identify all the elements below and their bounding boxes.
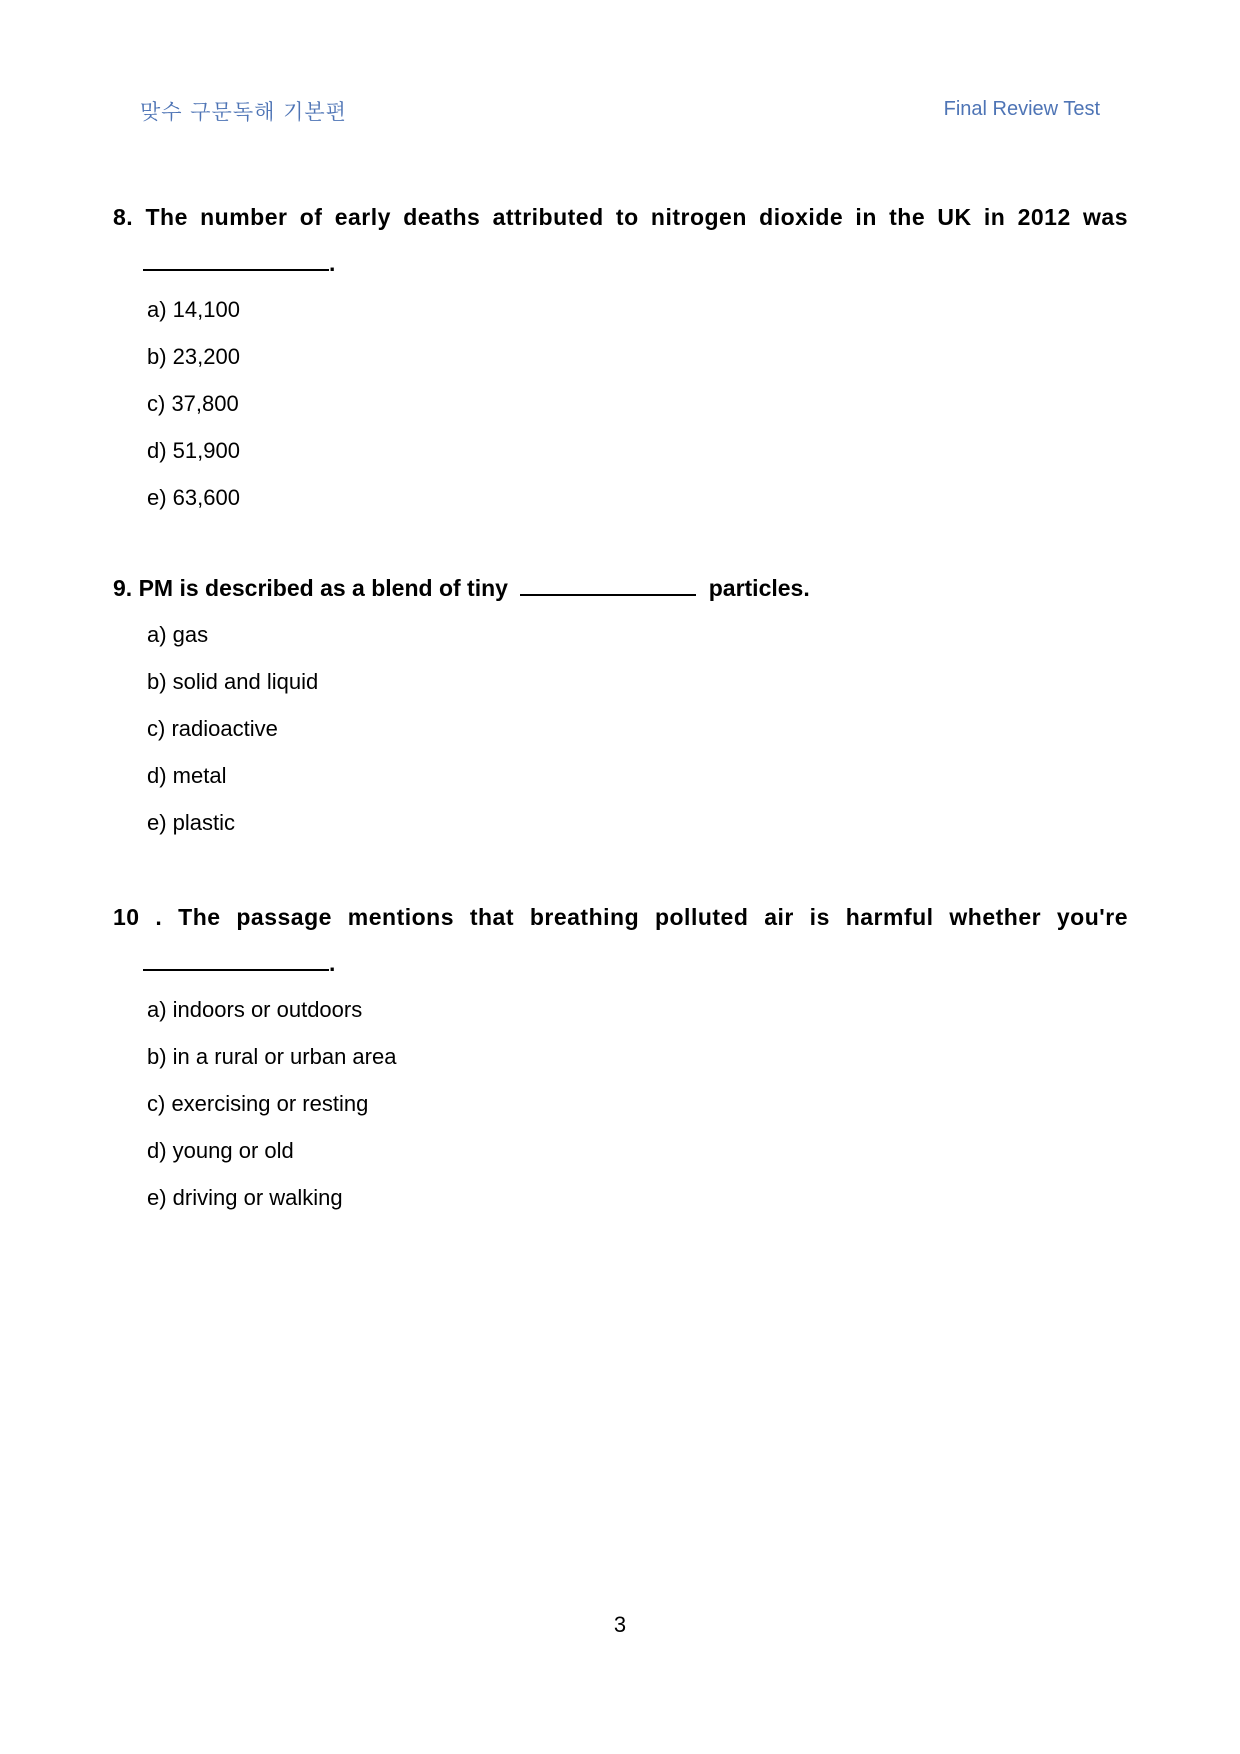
header-book-title: 맞수 구문독해 기본편 [140, 100, 347, 124]
option-c: c) exercising or resting [147, 1091, 369, 1116]
question-8-number: 8. [113, 204, 134, 230]
option-b: b) in a rural or urban area [147, 1044, 397, 1069]
answer-blank [520, 570, 696, 596]
option-a: a) indoors or outdoors [147, 997, 363, 1022]
option-d: d) young or old [147, 1138, 294, 1163]
option-a: a) gas [147, 622, 209, 647]
question-10-options [113, 986, 1128, 1221]
option-e: e) driving or walking [147, 1185, 343, 1210]
option-e: e) plastic [147, 810, 236, 835]
option-b: b) 23,200 [147, 344, 240, 369]
question-9-text-after: particles. [708, 575, 810, 601]
option-b: b) solid and liquid [147, 669, 319, 694]
question-9 [113, 565, 1128, 846]
option-c: c) 37,800 [147, 391, 239, 416]
page-number: 3 [613, 1612, 627, 1637]
question-10-number: 10 . [113, 904, 163, 930]
answer-blank [143, 945, 329, 971]
question-9-options [113, 611, 1128, 846]
question-9-text-before: PM is described as a blend of tiny [138, 575, 508, 601]
option-e: e) 63,600 [147, 485, 240, 510]
blank-period: . [329, 950, 336, 976]
question-9-stem [113, 565, 1128, 611]
answer-blank [143, 245, 329, 271]
question-8-stem [113, 194, 1128, 240]
question-8-options [113, 286, 1128, 521]
option-c: c) radioactive [147, 716, 278, 741]
question-9-number: 9. [113, 575, 133, 601]
question-8-blank-line [113, 240, 1128, 286]
question-10 [113, 894, 1128, 1221]
question-8 [113, 194, 1128, 521]
header-test-title: Final Review Test [943, 98, 1100, 120]
question-10-stem [113, 894, 1128, 940]
option-d: d) 51,900 [147, 438, 240, 463]
option-a: a) 14,100 [147, 297, 240, 322]
question-8-text: The number of early deaths attributed to nitrogen dioxide in the UK in 2012 was [145, 204, 1129, 230]
question-10-text: The passage mentions that breathing polluted air is harmful whether you're [178, 904, 1128, 930]
option-d: d) metal [147, 763, 227, 788]
question-10-blank-line [113, 940, 1128, 986]
blank-period: . [329, 250, 336, 276]
